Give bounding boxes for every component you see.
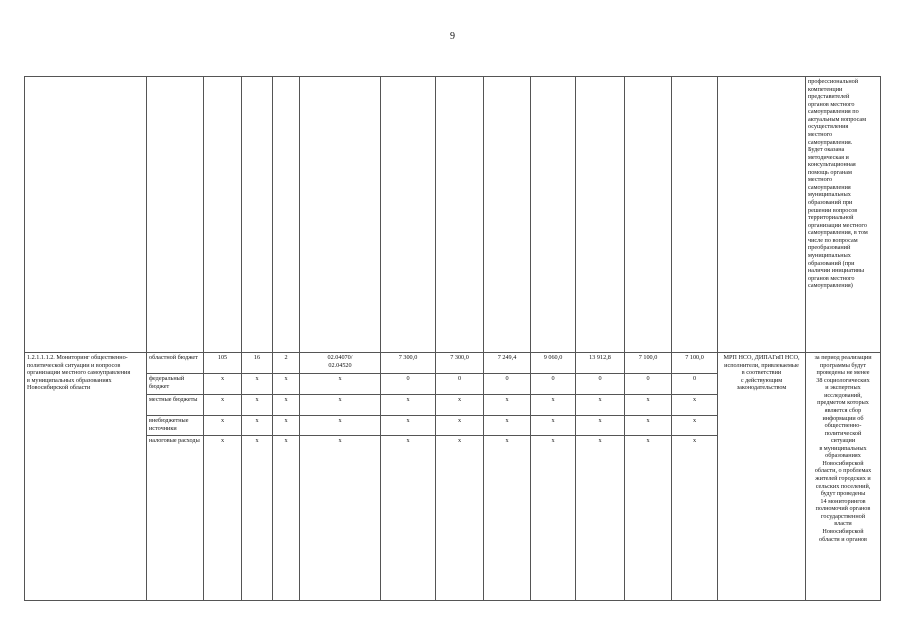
empty-cell xyxy=(484,77,531,353)
value-cell: 7 300,0 xyxy=(381,353,436,374)
empty-cell xyxy=(25,77,147,353)
value-cell: x xyxy=(576,395,625,416)
value-cell: x xyxy=(204,395,242,416)
value-cell: x xyxy=(242,436,273,601)
value-cell: 7 100,0 xyxy=(625,353,672,374)
value-cell: x xyxy=(300,395,381,416)
value-cell: x xyxy=(242,374,273,395)
empty-cell xyxy=(381,77,436,353)
value-cell: x xyxy=(531,416,576,436)
value-cell: x xyxy=(273,416,300,436)
value-cell: x xyxy=(672,436,718,601)
value-cell: x xyxy=(531,395,576,416)
value-cell: x xyxy=(300,374,381,395)
continuation-row xyxy=(25,77,881,353)
value-cell: x xyxy=(484,395,531,416)
source-label: местные бюджеты xyxy=(147,395,204,416)
value-cell: x xyxy=(273,436,300,601)
value-cell: x xyxy=(381,395,436,416)
value-cell: 0 xyxy=(436,374,484,395)
value-cell: x xyxy=(436,395,484,416)
funding-row xyxy=(25,353,881,374)
value-cell: x xyxy=(300,416,381,436)
empty-cell xyxy=(147,77,204,353)
value-cell: x xyxy=(625,436,672,601)
value-cell: x xyxy=(484,416,531,436)
value-cell: x xyxy=(576,436,625,601)
empty-cell xyxy=(531,77,576,353)
value-cell: x xyxy=(273,374,300,395)
value-cell: x xyxy=(242,416,273,436)
value-cell: x xyxy=(242,395,273,416)
page-number: 9 xyxy=(450,31,455,42)
value-cell: x xyxy=(531,436,576,601)
value-cell: x xyxy=(625,395,672,416)
source-label: налоговые расходы xyxy=(147,436,204,601)
value-cell: 2 xyxy=(273,353,300,374)
value-cell: x xyxy=(625,416,672,436)
value-cell: x xyxy=(436,416,484,436)
source-label: внебюджетные источники xyxy=(147,416,204,436)
value-cell: x xyxy=(436,436,484,601)
value-cell: 0 xyxy=(531,374,576,395)
value-cell: x xyxy=(273,395,300,416)
value-cell: x xyxy=(300,436,381,601)
value-cell: 7 100,0 xyxy=(672,353,718,374)
value-cell: x xyxy=(576,416,625,436)
value-cell: 16 xyxy=(242,353,273,374)
value-cell: x xyxy=(672,395,718,416)
value-cell: 0 xyxy=(625,374,672,395)
value-cell: x xyxy=(484,436,531,601)
empty-cell xyxy=(718,77,806,353)
value-cell: 0 xyxy=(381,374,436,395)
expected-result: за период реализации программы будут проведены не менее 38 социологических и экспертных исследований, предметом которых является сбор информации об общественно- политической ситуации в муниципальных образованиях Новосибирской области, о проблемах жителей городских и сельских поселений, будут проведены 14 мониторингов полномочий органов государственной власти Новосибирской области и органов xyxy=(806,353,881,601)
value-cell: 9 060,0 xyxy=(531,353,576,374)
source-label: федеральный бюджет xyxy=(147,374,204,395)
value-cell: 105 xyxy=(204,353,242,374)
empty-cell xyxy=(625,77,672,353)
program-measures-table xyxy=(24,76,881,601)
value-cell: x xyxy=(204,374,242,395)
empty-cell xyxy=(242,77,273,353)
value-cell: 0 xyxy=(484,374,531,395)
value-cell: x xyxy=(672,416,718,436)
source-label: областной бюджет xyxy=(147,353,204,374)
value-cell: 13 912,8 xyxy=(576,353,625,374)
empty-cell xyxy=(300,77,381,353)
empty-cell xyxy=(273,77,300,353)
empty-cell xyxy=(204,77,242,353)
executor-cell: МРП НСО, ДИПАГиП НСО, исполнители, привлекаемые в соответствии с действующим законодательством xyxy=(718,353,806,601)
value-cell: 0 xyxy=(672,374,718,395)
value-cell: x xyxy=(204,416,242,436)
measure-name: 1.2.1.1.1.2. Мониторинг общественно-политической ситуации и вопросов организации местного самоуправления в муниципальных образованиях Новосибирской области xyxy=(25,353,147,601)
value-cell: 02.04070/ 02.04520 xyxy=(300,353,381,374)
value-cell: 7 300,0 xyxy=(436,353,484,374)
empty-cell xyxy=(576,77,625,353)
empty-cell xyxy=(436,77,484,353)
value-cell: x xyxy=(381,416,436,436)
empty-cell xyxy=(672,77,718,353)
value-cell: x xyxy=(381,436,436,601)
expected-result-continued: профессиональной компетенции представителей органов местного самоуправления по актуальным вопросам осуществления местного самоуправления. Будет оказана методическая и консультационная помощь органам местного самоуправления муниципальных образований при решении вопросов территориальной организации местного самоуправления, в том числе по вопросам преобразований муниципальных образований (при наличии инициативы органов местного самоуправления) xyxy=(806,77,881,353)
value-cell: 7 249,4 xyxy=(484,353,531,374)
value-cell: 0 xyxy=(576,374,625,395)
value-cell: x xyxy=(204,436,242,601)
